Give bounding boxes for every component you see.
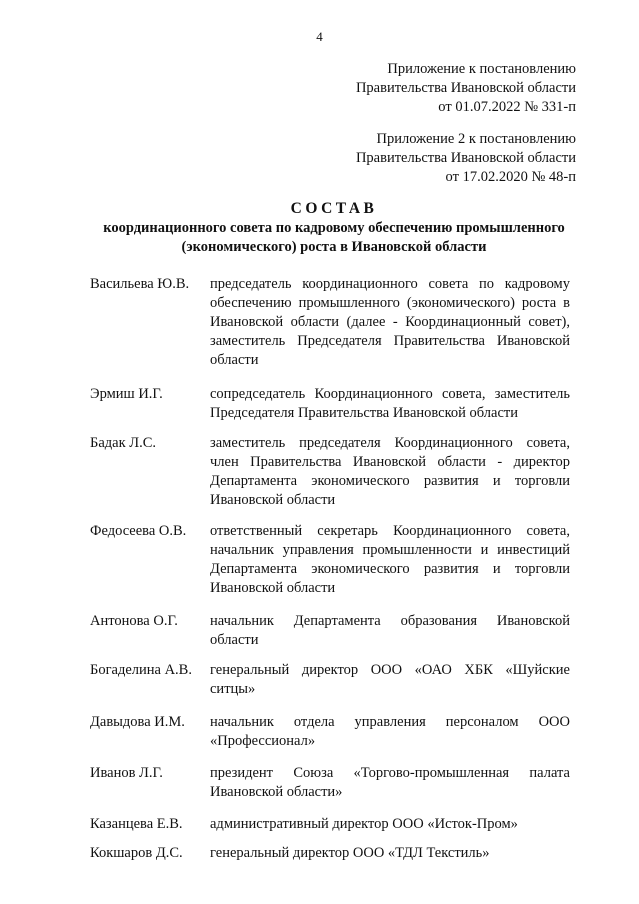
member-name: Иванов Л.Г. xyxy=(90,765,163,781)
member-role: генеральный директор ООО «ОАО ХБК «Шуйские ситцы» xyxy=(210,662,570,697)
document-subtitle-line: (экономического) роста в Ивановской области xyxy=(181,239,487,255)
member-role: президент Союза «Торгово-промышленная палата Ивановской области» xyxy=(210,765,570,800)
member-row xyxy=(90,815,570,834)
member-name: Давыдова И.М. xyxy=(90,714,185,730)
member-name: Федосеева О.В. xyxy=(90,523,187,539)
member-role: начальник Департамента образования Ивановской области xyxy=(210,613,570,648)
member-role: начальник отдела управления персоналом ООО «Профессионал» xyxy=(210,714,570,749)
member-name: Эрмиш И.Г. xyxy=(90,386,163,402)
appendix-note-line: от 17.02.2020 № 48-п xyxy=(445,169,576,185)
appendix-note-line: Приложение к постановлению xyxy=(387,61,576,77)
member-row xyxy=(90,713,570,751)
member-name: Антонова О.Г. xyxy=(90,613,178,629)
appendix-note-original xyxy=(356,130,576,187)
member-row xyxy=(90,844,570,863)
document-title: СОСТАВ xyxy=(290,200,378,217)
appendix-note-line: Приложение 2 к постановлению xyxy=(376,131,576,147)
member-name: Казанцева Е.В. xyxy=(90,816,183,832)
member-row xyxy=(90,764,570,802)
member-name: Богаделина А.В. xyxy=(90,662,192,678)
appendix-note-line: Правительства Ивановской области xyxy=(355,150,576,166)
appendix-note-line: от 01.07.2022 № 331-п xyxy=(438,99,576,115)
member-row xyxy=(90,385,570,423)
member-name: Васильева Ю.В. xyxy=(90,276,190,292)
member-row xyxy=(90,275,570,370)
member-name: Бадак Л.С. xyxy=(90,435,157,451)
document-subtitle-line: координационного совета по кадровому обеспечению промышленного xyxy=(103,220,565,236)
appendix-note-current xyxy=(356,60,576,117)
member-row xyxy=(90,522,570,598)
member-row xyxy=(90,434,570,510)
members-list xyxy=(90,275,570,863)
member-role: сопредседатель Координационного совета, заместитель Председателя Правительства Ивановской области xyxy=(210,386,570,421)
member-role: генеральный директор ООО «ТДЛ Текстиль» xyxy=(210,845,490,861)
member-row xyxy=(90,661,570,699)
member-role: административный директор ООО «Исток-Пром» xyxy=(210,816,518,832)
member-role: заместитель председателя Координационного совета, член Правительства Ивановской области - директор Департамента экономического развития и торговли Ивановской области xyxy=(210,435,570,508)
member-name: Кокшаров Д.С. xyxy=(90,845,183,861)
member-role: председатель координационного совета по кадровому обеспечению промышленного (экономического) роста в Ивановской области (далее - Координационный совет), заместитель Председателя Правительства Ивановской области xyxy=(210,276,570,368)
page-number: 4 xyxy=(316,29,323,44)
appendix-note-line: Правительства Ивановской области xyxy=(355,80,576,96)
document-heading xyxy=(60,199,608,257)
member-role: ответственный секретарь Координационного совета, начальник управления промышленности и инвестиций Департамента экономического развития и торговли Ивановской области xyxy=(210,523,570,596)
member-row xyxy=(90,612,570,650)
